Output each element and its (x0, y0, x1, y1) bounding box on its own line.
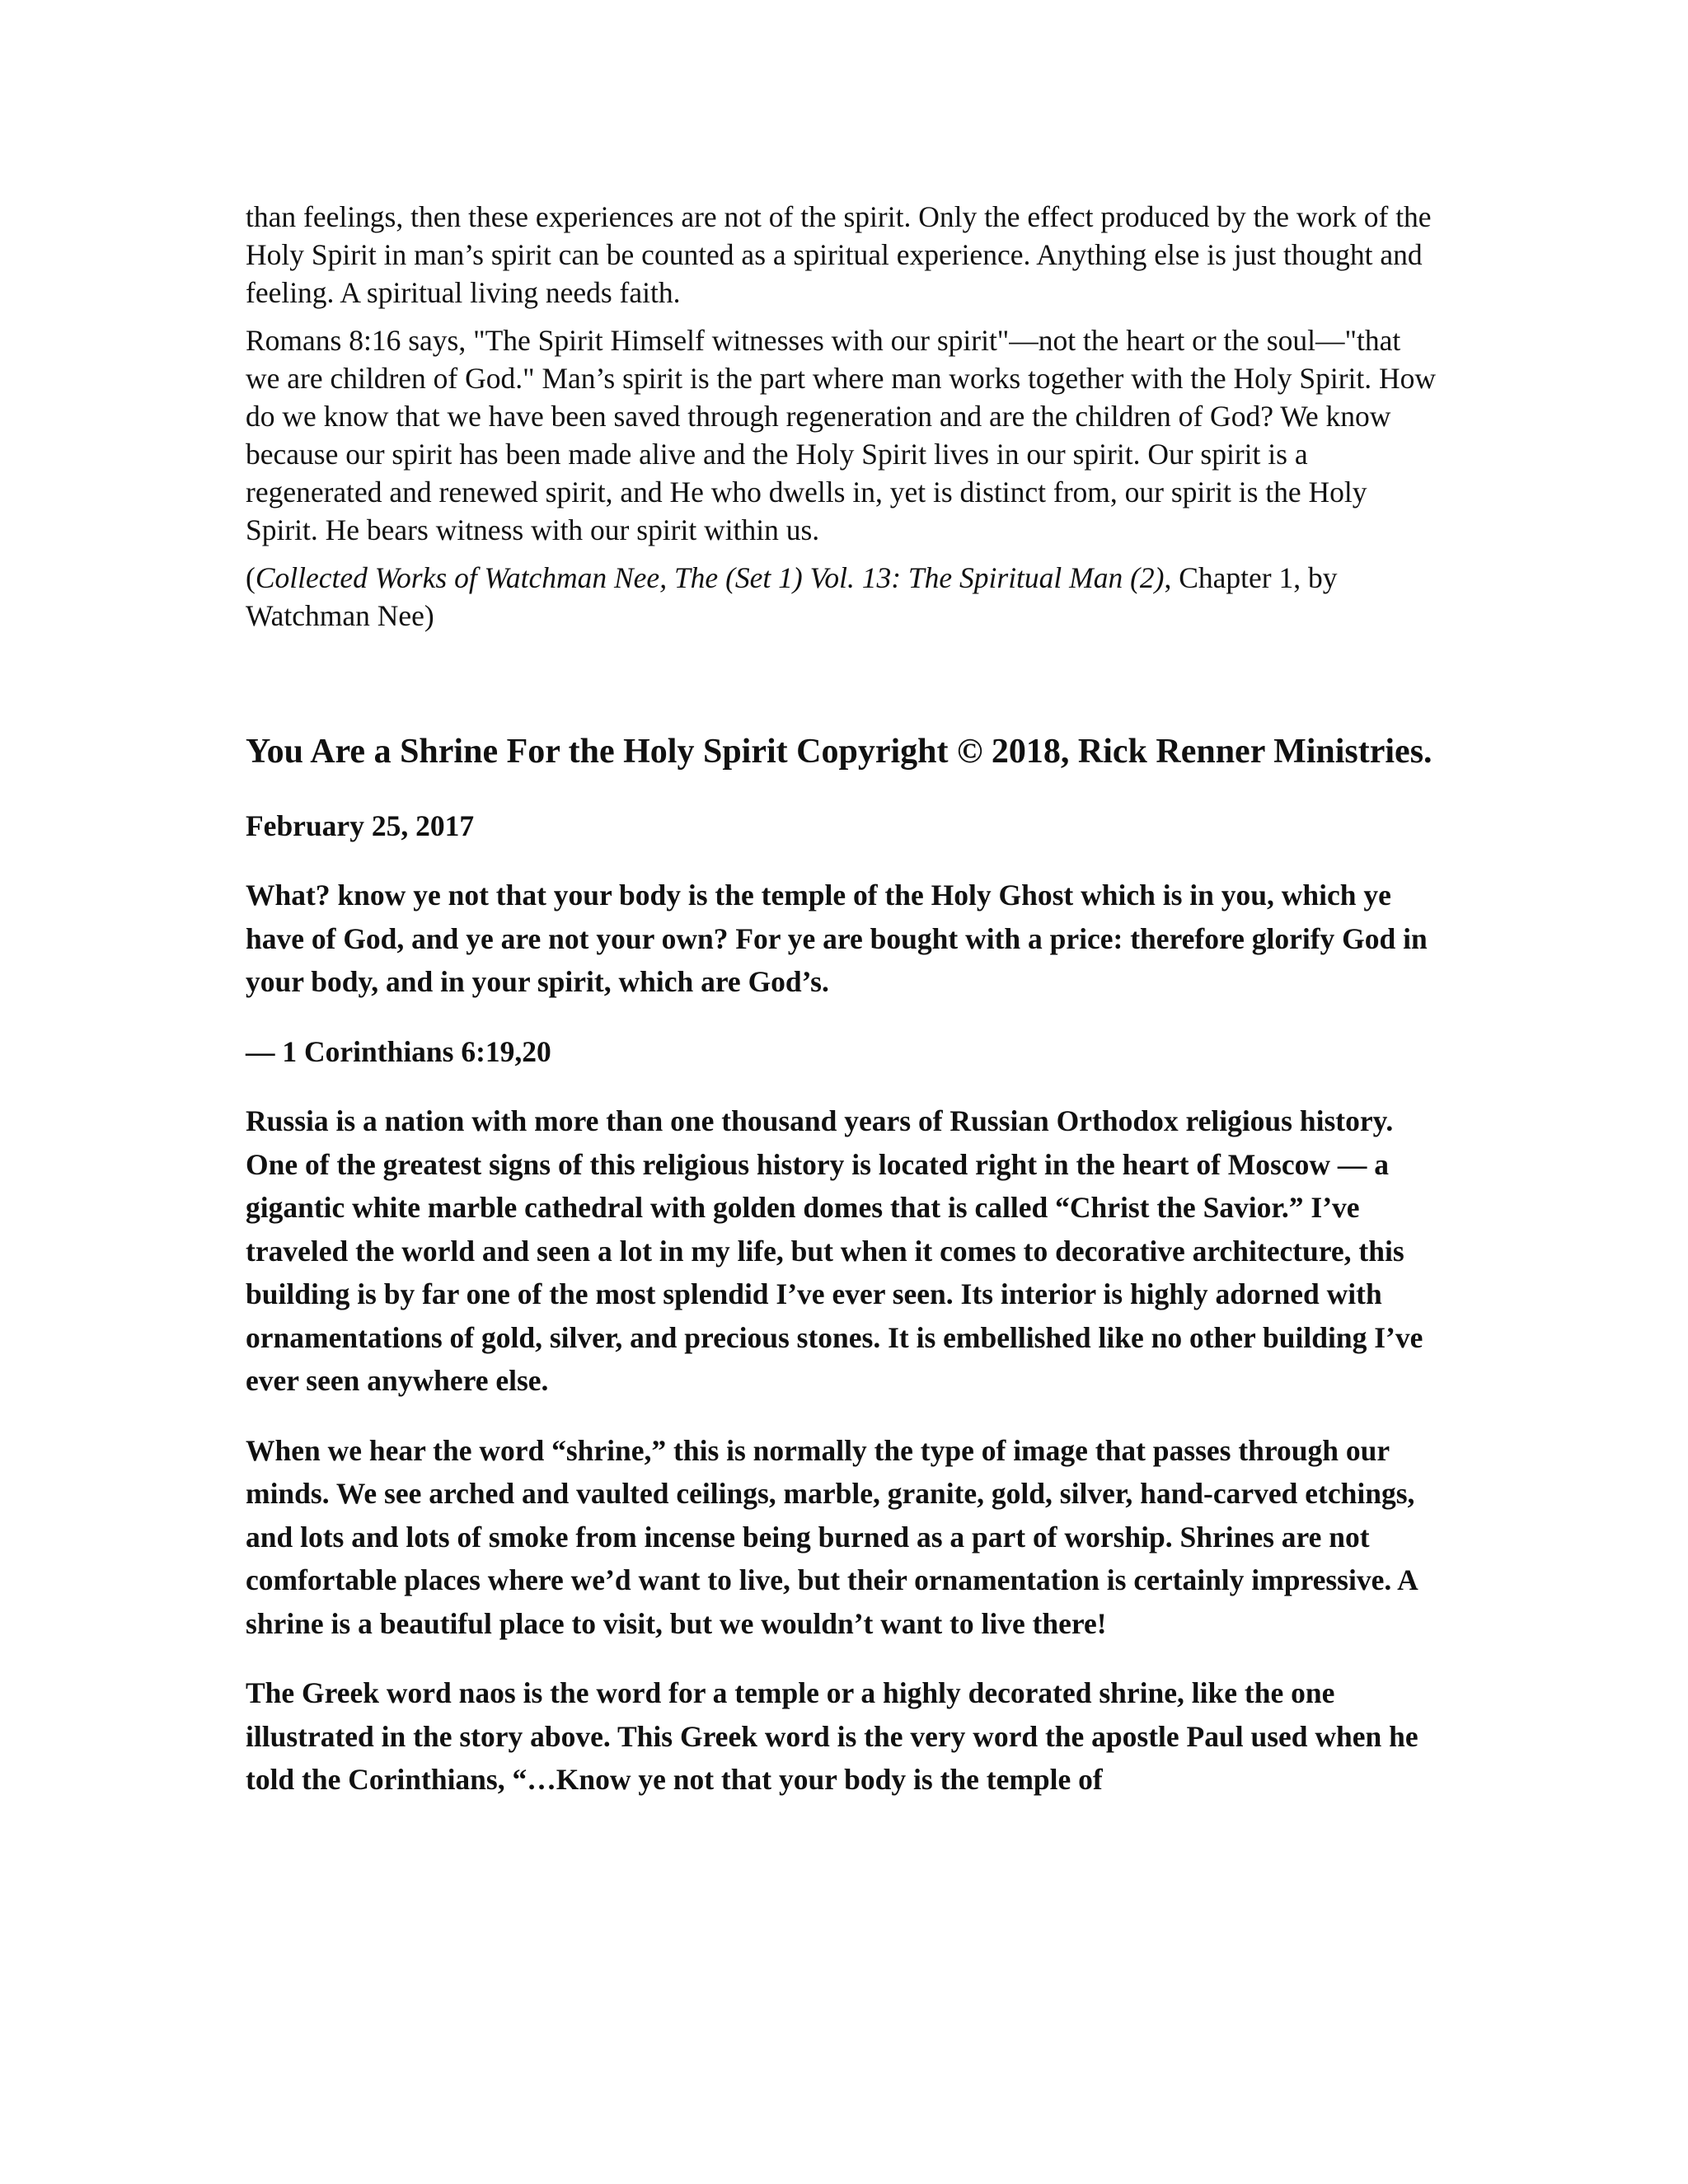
citation-title: Collected Works of Watchman Nee, The (Set 1) Vol. 13: The Spiritual Man (2) (255, 561, 1165, 594)
body-paragraph: Romans 8:16 says, "The Spirit Himself witnesses with our spirit"—not the heart or the soul—"that we are children of God." Man’s spirit is the part where man works together with the Holy Spirit. How do we know that we have been saved through regeneration and are the children of God? We know because our spirit has been made alive and the Holy Spirit lives in our spirit. Our spirit is a regenerated and renewed spirit, and He who dwells in, yet is distinct from, our spirit is the Holy Spirit. He bears witness with our spirit within us. (246, 324, 1437, 546)
document-page (246, 198, 1441, 1802)
devotional-heading: You Are a Shrine For the Holy Spirit Copyright © 2018, Rick Renner Ministries. (246, 733, 1432, 771)
scripture-verse: What? know ye not that your body is the temple of the Holy Ghost which is in you, which ye have of God, and ye are not your own? For ye are bought with a price: therefore glorify God in your body, and in your spirit, which are God’s. (246, 879, 1428, 999)
scripture-reference: — 1 Corinthians 6:19,20 (246, 1034, 551, 1068)
citation (246, 559, 1441, 635)
devotional-paragraph: Russia is a nation with more than one thousand years of Russian Orthodox religious history. One of the greatest signs of this religious history is located right in the heart of Moscow — a gigantic white marble cathedral with golden domes that is called “Christ the Savior.” I’ve traveled the world and seen a lot in my life, but when it comes to decorative architecture, this building is by far one of the most splendid I’ve ever seen. Its interior is highly adorned with ornamentations of gold, silver, and precious stones. It is embellished like no other building I’ve ever seen anywhere else. (246, 1104, 1423, 1398)
devotional-paragraph: When we hear the word “shrine,” this is normally the type of image that passes through our minds. We see arched and vaulted ceilings, marble, granite, gold, silver, hand-carved etchings, and lots and lots of smoke from incense being burned as a part of worship. Shrines are not comfortable places where we’d want to live, but their ornamentation is certainly impressive. A shrine is a beautiful place to visit, but we wouldn’t want to live there! (246, 1433, 1417, 1640)
devotional-date: February 25, 2017 (246, 808, 475, 842)
body-paragraph: than feelings, then these experiences are not of the spirit. Only the effect produced by the work of the Holy Spirit in man’s spirit can be counted as a spiritual experience. Anything else is just thought and feeling. A spiritual living needs faith. (246, 200, 1432, 309)
citation-open: ( (246, 561, 256, 594)
devotional-paragraph: The Greek word naos is the word for a temple or a highly decorated shrine, like the one illustrated in the story above. This Greek word is the very word the apostle Paul used when he told the Corinthians, “…Know ye not that your body is the temple of (246, 1676, 1418, 1797)
citation-rest: , Chapter 1, by Watchman Nee) (246, 561, 1338, 632)
